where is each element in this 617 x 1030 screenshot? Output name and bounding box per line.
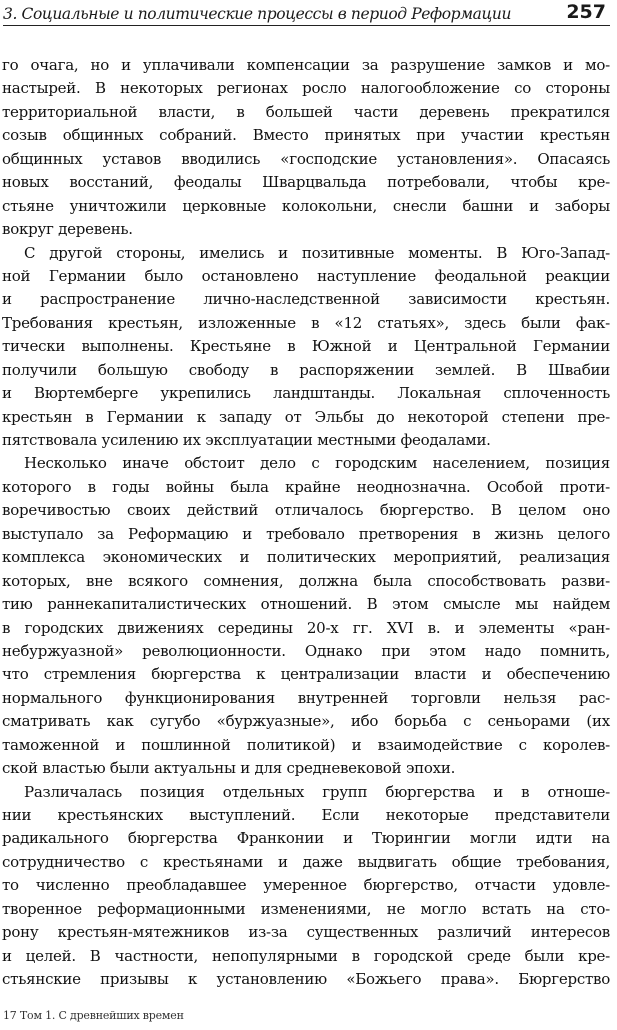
- text-line: стьянские призывы к установлению «Божьего права». Бюргерство: [2, 970, 610, 989]
- text-line: и целей. В частности, непопулярными в городской среде были кре-: [2, 946, 610, 965]
- text-line: крестьян в Германии к западу от Эльбы до некоторой степени пре-: [2, 407, 610, 426]
- text-line: Различалась позиция отдельных групп бюргерства и в отноше-: [24, 782, 610, 801]
- text-line: получили большую свободу в распоряжении землей. В Швабии: [2, 360, 610, 379]
- text-line: стьяне уничтожили церковные колокольни, снесли башни и заборы: [2, 196, 610, 215]
- running-head: 3. Социальные и политические процессы в период Реформации: [3, 5, 512, 23]
- text-line: которых, вне всякого сомнения, должна была способствовать разви-: [2, 571, 610, 590]
- text-line: радикального бюргерства Франконии и Тюрингии могли идти на: [2, 829, 610, 848]
- text-line: в городских движениях середины 20-х гг. XVI в. и элементы «ран-: [2, 618, 610, 637]
- text-line: что стремления бюргерства к централизации власти и обеспечению: [2, 665, 610, 684]
- page-number: 257: [566, 1, 606, 23]
- text-line: которого в годы войны была крайне неоднозначна. Особой проти-: [2, 477, 610, 496]
- text-line: сматривать как сугубо «буржуазные», ибо борьба с сеньорами (их: [2, 712, 610, 731]
- text-line: творенное реформационными изменениями, не могло встать на сто-: [2, 899, 610, 918]
- text-line: Несколько иначе обстоит дело с городским населением, позиция: [24, 454, 610, 473]
- text-line: то численно преобладавшее умеренное бюргерство, отчасти удовле-: [2, 876, 610, 895]
- text-line: вокруг деревень.: [2, 220, 133, 239]
- text-line: нормального функционирования внутренней торговли нельзя рас-: [2, 688, 610, 707]
- text-line: пятствовала усилению их эксплуатации местными феодалами.: [2, 431, 491, 449]
- text-line: нии крестьянских выступлений. Если некоторые представители: [2, 806, 610, 824]
- text-line: новых восстаний, феодалы Шварцвальда потребовали, чтобы кре-: [2, 173, 610, 192]
- text-line: го очага, но и уплачивали компенсации за разрушение замков и мо-: [2, 56, 610, 74]
- text-line: тически выполнены. Крестьяне в Южной и Центральной Германии: [2, 337, 610, 356]
- text-line: созыв общинных собраний. Вместо принятых при участии крестьян: [2, 126, 610, 145]
- text-line: тию раннекапиталистических отношений. В этом смысле мы найдем: [2, 595, 610, 614]
- text-line: С другой стороны, имелись и позитивные моменты. В Юго-Запад-: [24, 243, 610, 262]
- text-line: настырей. В некоторых регионах росло налогообложение со стороны: [2, 79, 610, 98]
- text-line: и Вюртемберге укрепились ландштанды. Локальная сплоченность: [2, 384, 610, 403]
- text-line: территориальной власти, в большей части деревень прекратился: [2, 102, 610, 121]
- text-line: комплекса экономических и политических мероприятий, реализация: [2, 548, 610, 567]
- text-line: таможенной и пошлинной политикой) и взаимодействие с королев-: [2, 735, 610, 754]
- printer-signature: 17 Том 1. С древнейших времен: [3, 1009, 184, 1022]
- page-header: [3, 3, 610, 26]
- text-line: Требования крестьян, изложенные в «12 статьях», здесь были фак-: [2, 313, 610, 332]
- text-line: сотрудничество с крестьянами и даже выдвигать общие требования,: [2, 852, 610, 871]
- text-line: рону крестьян-мятежников из-за существенных различий интересов: [2, 923, 610, 942]
- text-line: воречивостью своих действий отличалось бюргерство. В целом оно: [2, 501, 610, 520]
- body-text: [2, 54, 610, 992]
- text-line: небуржуазной» революционности. Однако при этом надо помнить,: [2, 641, 610, 660]
- text-line: общинных уставов вводились «господские установления». Опасаясь: [2, 149, 610, 168]
- text-line: выступало за Реформацию и требовало претворения в жизнь целого: [2, 524, 610, 543]
- text-line: ной Германии было остановлено наступление феодальной реакции: [2, 266, 610, 285]
- text-line: и распространение лично-наследственной зависимости крестьян.: [2, 290, 610, 309]
- text-line: ской властью были актуальны и для средневековой эпохи.: [2, 759, 456, 778]
